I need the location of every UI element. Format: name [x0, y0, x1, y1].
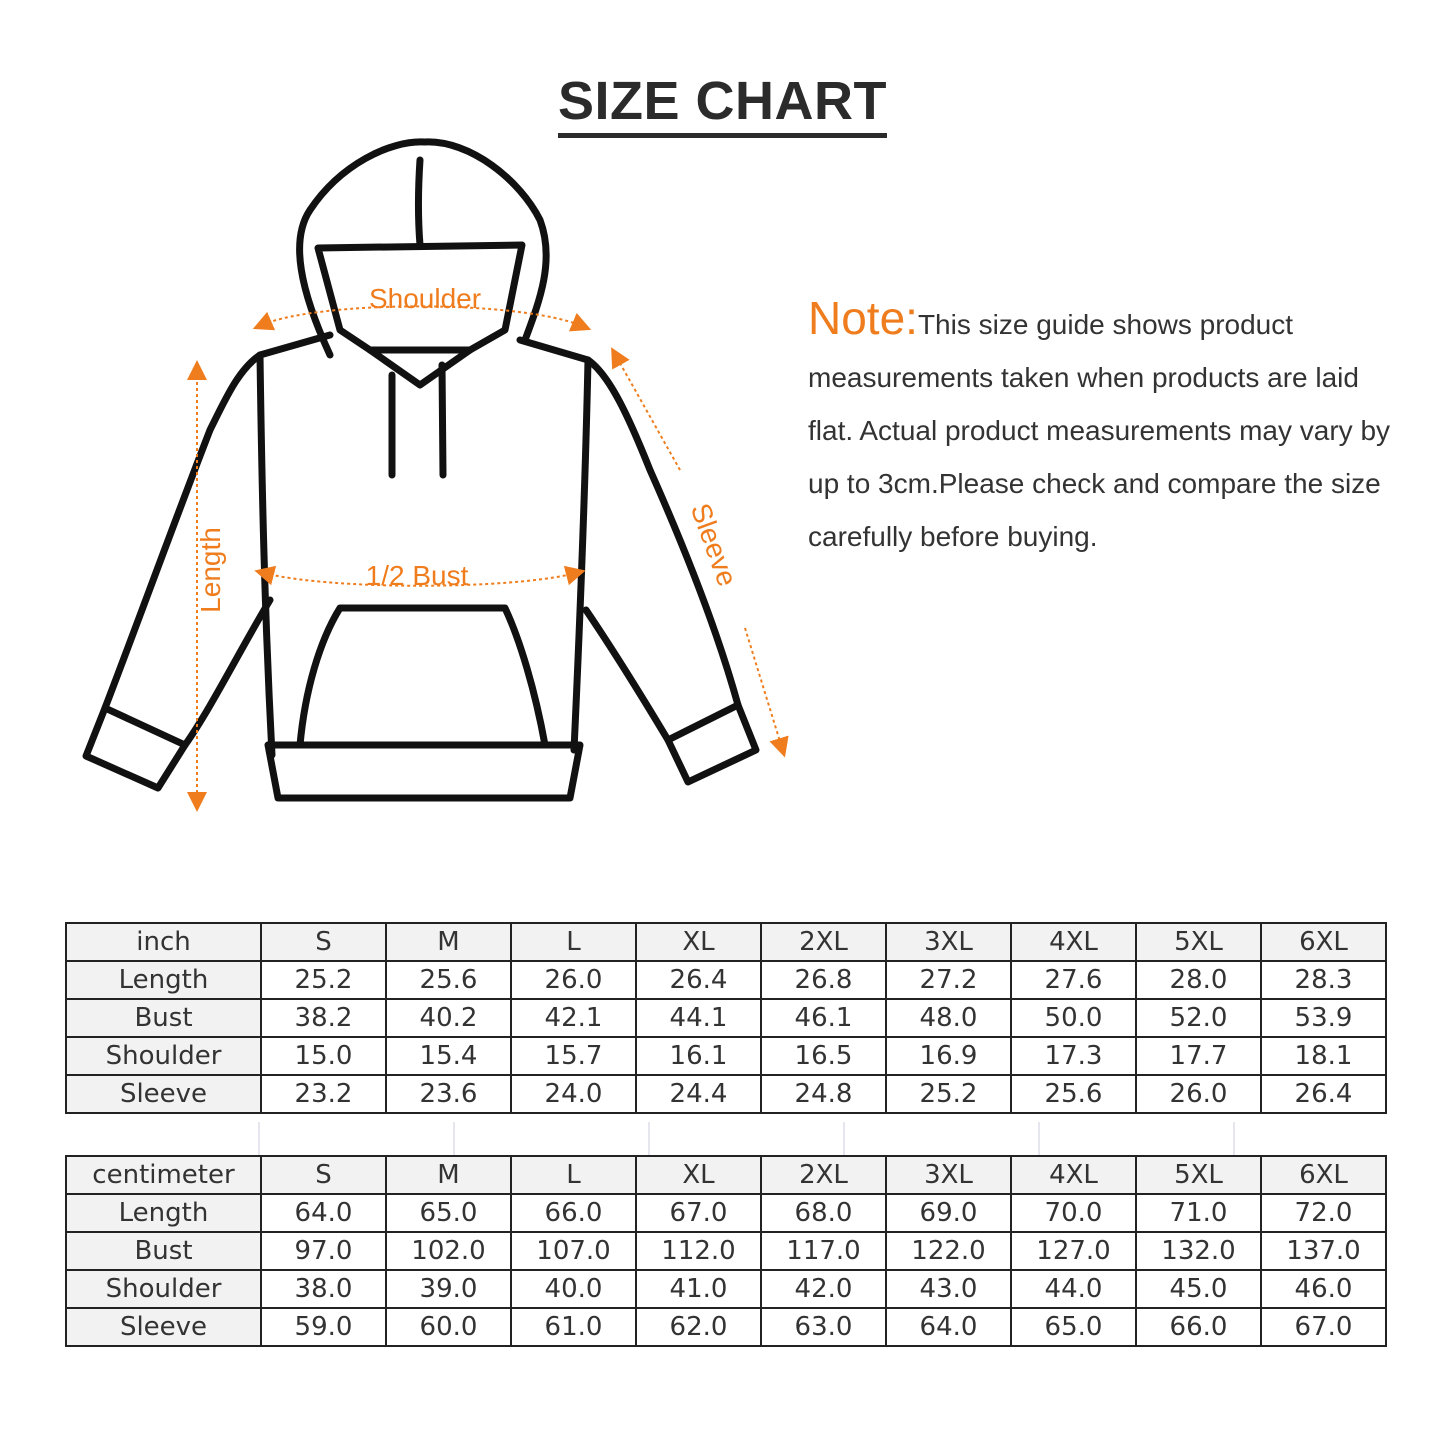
value-cell: 63.0	[761, 1308, 886, 1346]
value-cell: 61.0	[511, 1308, 636, 1346]
size-header-cell: 3XL	[886, 923, 1011, 961]
size-header-cell: 6XL	[1261, 923, 1386, 961]
value-cell: 69.0	[886, 1194, 1011, 1232]
value-cell: 112.0	[636, 1232, 761, 1270]
value-cell: 127.0	[1011, 1232, 1136, 1270]
value-cell: 23.2	[261, 1075, 386, 1113]
value-cell: 40.0	[511, 1270, 636, 1308]
size-header-cell: XL	[636, 923, 761, 961]
unit-header-cell: centimeter	[66, 1156, 261, 1194]
value-cell: 17.7	[1136, 1037, 1261, 1075]
measurement-label-cell: Shoulder	[66, 1037, 261, 1075]
neck-v	[370, 350, 470, 385]
measurement-label-cell: Bust	[66, 1232, 261, 1270]
value-cell: 137.0	[1261, 1232, 1386, 1270]
title-text: SIZE CHART	[558, 71, 887, 138]
value-cell: 50.0	[1011, 999, 1136, 1037]
value-cell: 41.0	[636, 1270, 761, 1308]
table-row	[66, 999, 1386, 1037]
value-cell: 26.4	[1261, 1075, 1386, 1113]
value-cell: 62.0	[636, 1308, 761, 1346]
left-cuff	[86, 708, 185, 788]
right-cuff	[668, 705, 756, 782]
value-cell: 64.0	[886, 1308, 1011, 1346]
value-cell: 70.0	[1011, 1194, 1136, 1232]
value-cell: 24.0	[511, 1075, 636, 1113]
value-cell: 42.0	[761, 1270, 886, 1308]
value-cell: 38.0	[261, 1270, 386, 1308]
centimeter-size-table	[65, 1155, 1387, 1347]
size-header-cell: M	[386, 1156, 511, 1194]
value-cell: 25.6	[386, 961, 511, 999]
table-row	[66, 961, 1386, 999]
size-header-cell: 2XL	[761, 923, 886, 961]
value-cell: 24.4	[636, 1075, 761, 1113]
value-cell: 25.2	[261, 961, 386, 999]
value-cell: 67.0	[636, 1194, 761, 1232]
value-cell: 26.0	[1136, 1075, 1261, 1113]
value-cell: 71.0	[1136, 1194, 1261, 1232]
value-cell: 53.9	[1261, 999, 1386, 1037]
measurement-label-cell: Sleeve	[66, 1308, 261, 1346]
value-cell: 15.4	[386, 1037, 511, 1075]
value-cell: 117.0	[761, 1232, 886, 1270]
value-cell: 122.0	[886, 1232, 1011, 1270]
measurement-label-cell: Length	[66, 961, 261, 999]
size-header-cell: S	[261, 1156, 386, 1194]
length-label: Length	[195, 527, 226, 613]
hood-seam	[419, 160, 421, 245]
value-cell: 67.0	[1261, 1308, 1386, 1346]
value-cell: 23.6	[386, 1075, 511, 1113]
value-cell: 97.0	[261, 1232, 386, 1270]
value-cell: 65.0	[386, 1194, 511, 1232]
value-cell: 66.0	[1136, 1308, 1261, 1346]
value-cell: 46.0	[1261, 1270, 1386, 1308]
value-cell: 60.0	[386, 1308, 511, 1346]
table-row	[66, 1194, 1386, 1232]
value-cell: 52.0	[1136, 999, 1261, 1037]
value-cell: 43.0	[886, 1270, 1011, 1308]
size-header-cell: 6XL	[1261, 1156, 1386, 1194]
table-header-row	[66, 1156, 1386, 1194]
table-row	[66, 1075, 1386, 1113]
value-cell: 25.6	[1011, 1075, 1136, 1113]
value-cell: 132.0	[1136, 1232, 1261, 1270]
size-header-cell: 4XL	[1011, 1156, 1136, 1194]
value-cell: 44.0	[1011, 1270, 1136, 1308]
value-cell: 40.2	[386, 999, 511, 1037]
waistband	[268, 745, 580, 798]
measurement-label-cell: Sleeve	[66, 1075, 261, 1113]
size-header-cell: L	[511, 1156, 636, 1194]
measurement-label-cell: Bust	[66, 999, 261, 1037]
table-row	[66, 1308, 1386, 1346]
size-header-cell: L	[511, 923, 636, 961]
value-cell: 39.0	[386, 1270, 511, 1308]
value-cell: 65.0	[1011, 1308, 1136, 1346]
value-cell: 18.1	[1261, 1037, 1386, 1075]
inch-size-table	[65, 922, 1387, 1114]
value-cell: 16.9	[886, 1037, 1011, 1075]
value-cell: 15.7	[511, 1037, 636, 1075]
value-cell: 102.0	[386, 1232, 511, 1270]
size-header-cell: 5XL	[1136, 923, 1261, 961]
measurement-label-cell: Length	[66, 1194, 261, 1232]
value-cell: 16.5	[761, 1037, 886, 1075]
value-cell: 24.8	[761, 1075, 886, 1113]
value-cell: 28.3	[1261, 961, 1386, 999]
measurement-label-cell: Shoulder	[66, 1270, 261, 1308]
left-sleeve	[105, 355, 270, 745]
size-header-cell: 3XL	[886, 1156, 1011, 1194]
value-cell: 48.0	[886, 999, 1011, 1037]
value-cell: 17.3	[1011, 1037, 1136, 1075]
size-chart-title	[0, 70, 1445, 138]
value-cell: 72.0	[1261, 1194, 1386, 1232]
value-cell: 25.2	[886, 1075, 1011, 1113]
pocket	[300, 608, 545, 745]
value-cell: 26.0	[511, 961, 636, 999]
size-header-cell: S	[261, 923, 386, 961]
hoodie-diagram	[70, 130, 810, 820]
size-header-cell: 5XL	[1136, 1156, 1261, 1194]
value-cell: 26.4	[636, 961, 761, 999]
size-header-cell: XL	[636, 1156, 761, 1194]
size-header-cell: M	[386, 923, 511, 961]
table-row	[66, 1232, 1386, 1270]
table-spacer	[65, 1122, 1387, 1155]
value-cell: 45.0	[1136, 1270, 1261, 1308]
value-cell: 107.0	[511, 1232, 636, 1270]
value-cell: 38.2	[261, 999, 386, 1037]
note-text: This size guide shows product measurements taken when products are laid flat. Actual product measurements may vary by up to 3cm.Please check and compare the size carefully before buying.	[808, 309, 1391, 552]
value-cell: 46.1	[761, 999, 886, 1037]
table-row	[66, 1037, 1386, 1075]
value-cell: 64.0	[261, 1194, 386, 1232]
sleeve-label: Sleeve	[684, 499, 744, 591]
value-cell: 27.2	[886, 961, 1011, 999]
table-row	[66, 1270, 1386, 1308]
value-cell: 44.1	[636, 999, 761, 1037]
size-header-cell: 2XL	[761, 1156, 886, 1194]
value-cell: 16.1	[636, 1037, 761, 1075]
bust-label: 1/2 Bust	[365, 560, 469, 591]
drawstring-right	[442, 365, 443, 475]
value-cell: 66.0	[511, 1194, 636, 1232]
value-cell: 59.0	[261, 1308, 386, 1346]
value-cell: 68.0	[761, 1194, 886, 1232]
value-cell: 28.0	[1136, 961, 1261, 999]
value-cell: 42.1	[511, 999, 636, 1037]
note-label: Note:	[808, 292, 918, 344]
note-block	[808, 292, 1408, 563]
value-cell: 26.8	[761, 961, 886, 999]
size-header-cell: 4XL	[1011, 923, 1136, 961]
table-header-row	[66, 923, 1386, 961]
value-cell: 27.6	[1011, 961, 1136, 999]
value-cell: 15.0	[261, 1037, 386, 1075]
shoulder-label: Shoulder	[368, 283, 482, 314]
unit-header-cell: inch	[66, 923, 261, 961]
